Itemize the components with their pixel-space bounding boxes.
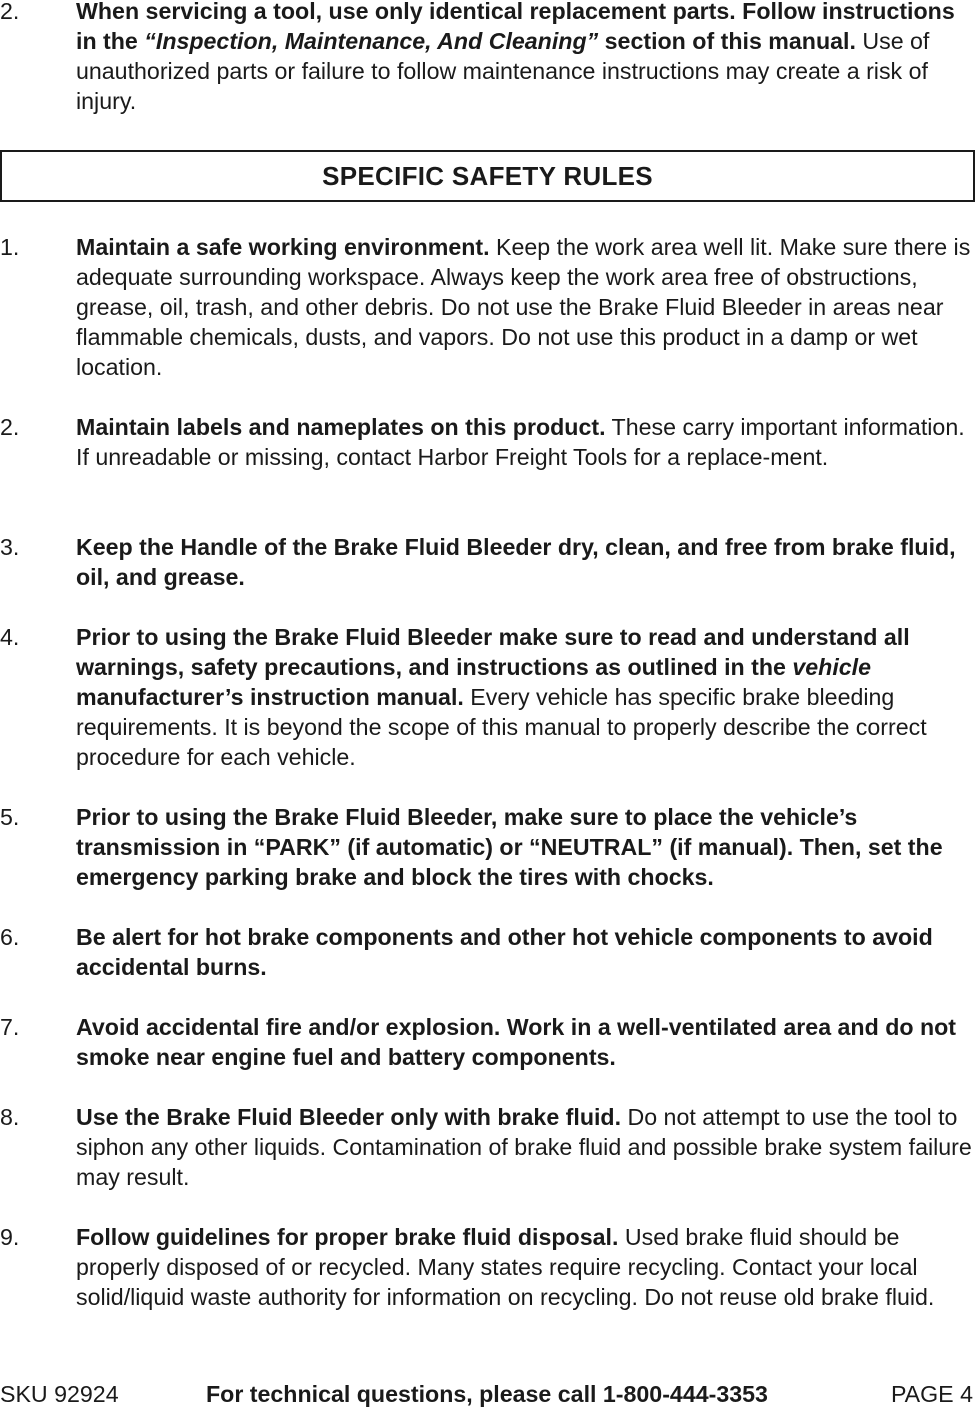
rule-number: 6.: [0, 924, 20, 950]
rule-number: 4.: [0, 624, 20, 650]
page-number: PAGE 4: [890, 1381, 973, 1407]
rule-bold-text: Avoid accidental fire and/or explosion. Work in a well-ventilated area and do not smoke near engine fuel and battery components.: [76, 1014, 957, 1070]
rule-bold-text: Prior to using the Brake Fluid Bleeder make sure to read and understand all warnings, safety precautions, and instructions as outlined in the: [76, 624, 910, 680]
rule-number: 9.: [0, 1224, 20, 1250]
item-text: [76, 0, 973, 116]
rule-bold-text: Follow guidelines for proper brake fluid disposal.: [76, 1224, 619, 1250]
rule-bold-text: Prior to using the Brake Fluid Bleeder, make sure to place the vehicle’s transmission in “PARK” (if automatic) or “NEUTRAL” (if manual). Then, set the emergency parking brake and block the tires with chocks.: [76, 804, 943, 890]
rule-number: 5.: [0, 804, 20, 830]
rule-number: 2.: [0, 414, 20, 440]
rule-bold-text: Keep the Handle of the Brake Fluid Bleeder dry, clean, and free from brake fluid, oil, and grease.: [76, 534, 956, 590]
rule-body-text: Used brake fluid should be properly disposed of or recycled. Many states require recycling. Contact your local solid/liquid waste authority for information on recycling. Do not reuse old brake fluid.: [76, 1224, 935, 1310]
rule-body-text: Do not attempt to use the tool to siphon any other liquids. Contamination of brake fluid and possible brake system failure may result.: [76, 1104, 972, 1190]
rule-text: [76, 412, 973, 472]
rule-body-text: These carry important information. If unreadable or missing, contact Harbor Freight Tools for a replace-ment.: [76, 414, 965, 470]
rule-number: 8.: [0, 1104, 20, 1130]
item-bold-italic-text: “Inspection, Maintenance, And Cleaning”: [144, 28, 599, 54]
rule-text: [76, 922, 973, 982]
rule-text: [76, 1102, 973, 1192]
rule-number: 1.: [0, 234, 20, 260]
rule-number: 7.: [0, 1014, 20, 1040]
rule-bold-text: Use the Brake Fluid Bleeder only with brake fluid.: [76, 1104, 622, 1130]
page-footer: [0, 1379, 975, 1409]
rule-bold-text: Maintain labels and nameplates on this product.: [76, 414, 606, 440]
sku-label: SKU 92924: [0, 1381, 119, 1407]
rule-text: [76, 1222, 973, 1312]
rule-bold-text: Be alert for hot brake components and other hot vehicle components to avoid accidental burns.: [76, 924, 933, 980]
rule-bold-italic-text: vehicle: [792, 654, 871, 680]
tech-support-line: For technical questions, please call 1-800-444-3353: [206, 1381, 768, 1407]
rule-bold-text-2: manufacturer’s instruction manual.: [76, 684, 464, 710]
rule-body-text: Every vehicle has specific brake bleeding requirements. It is beyond the scope of this manual to properly describe the correct procedure for each vehicle.: [76, 684, 927, 770]
rule-text: [76, 532, 973, 592]
rule-number: 3.: [0, 534, 20, 560]
item-bold-text: When servicing a tool, use only identical replacement parts. Follow instructions in the: [76, 0, 955, 54]
rule-body-text: Keep the work area well lit. Make sure there is adequate surrounding workspace. Always keep the work area free of obstructions, grease, oil, trash, and other debris. Do not use the Brake Fluid Bleeder in areas near flammable chemicals, dusts, and vapors. Do not use this product in a damp or wet location.: [76, 234, 971, 380]
rule-bold-text: Maintain a safe working environment.: [76, 234, 490, 260]
item-number: 2.: [0, 0, 20, 24]
rule-text: [76, 232, 973, 382]
item-bold-text-2: section of this manual.: [598, 28, 856, 54]
section-title: SPECIFIC SAFETY RULES: [0, 150, 975, 202]
rule-text: [76, 802, 973, 892]
rule-text: [76, 1012, 973, 1072]
rule-text: [76, 622, 973, 772]
item-body-text: Use of unauthorized parts or failure to follow maintenance instructions may create a risk of injury.: [76, 28, 930, 114]
